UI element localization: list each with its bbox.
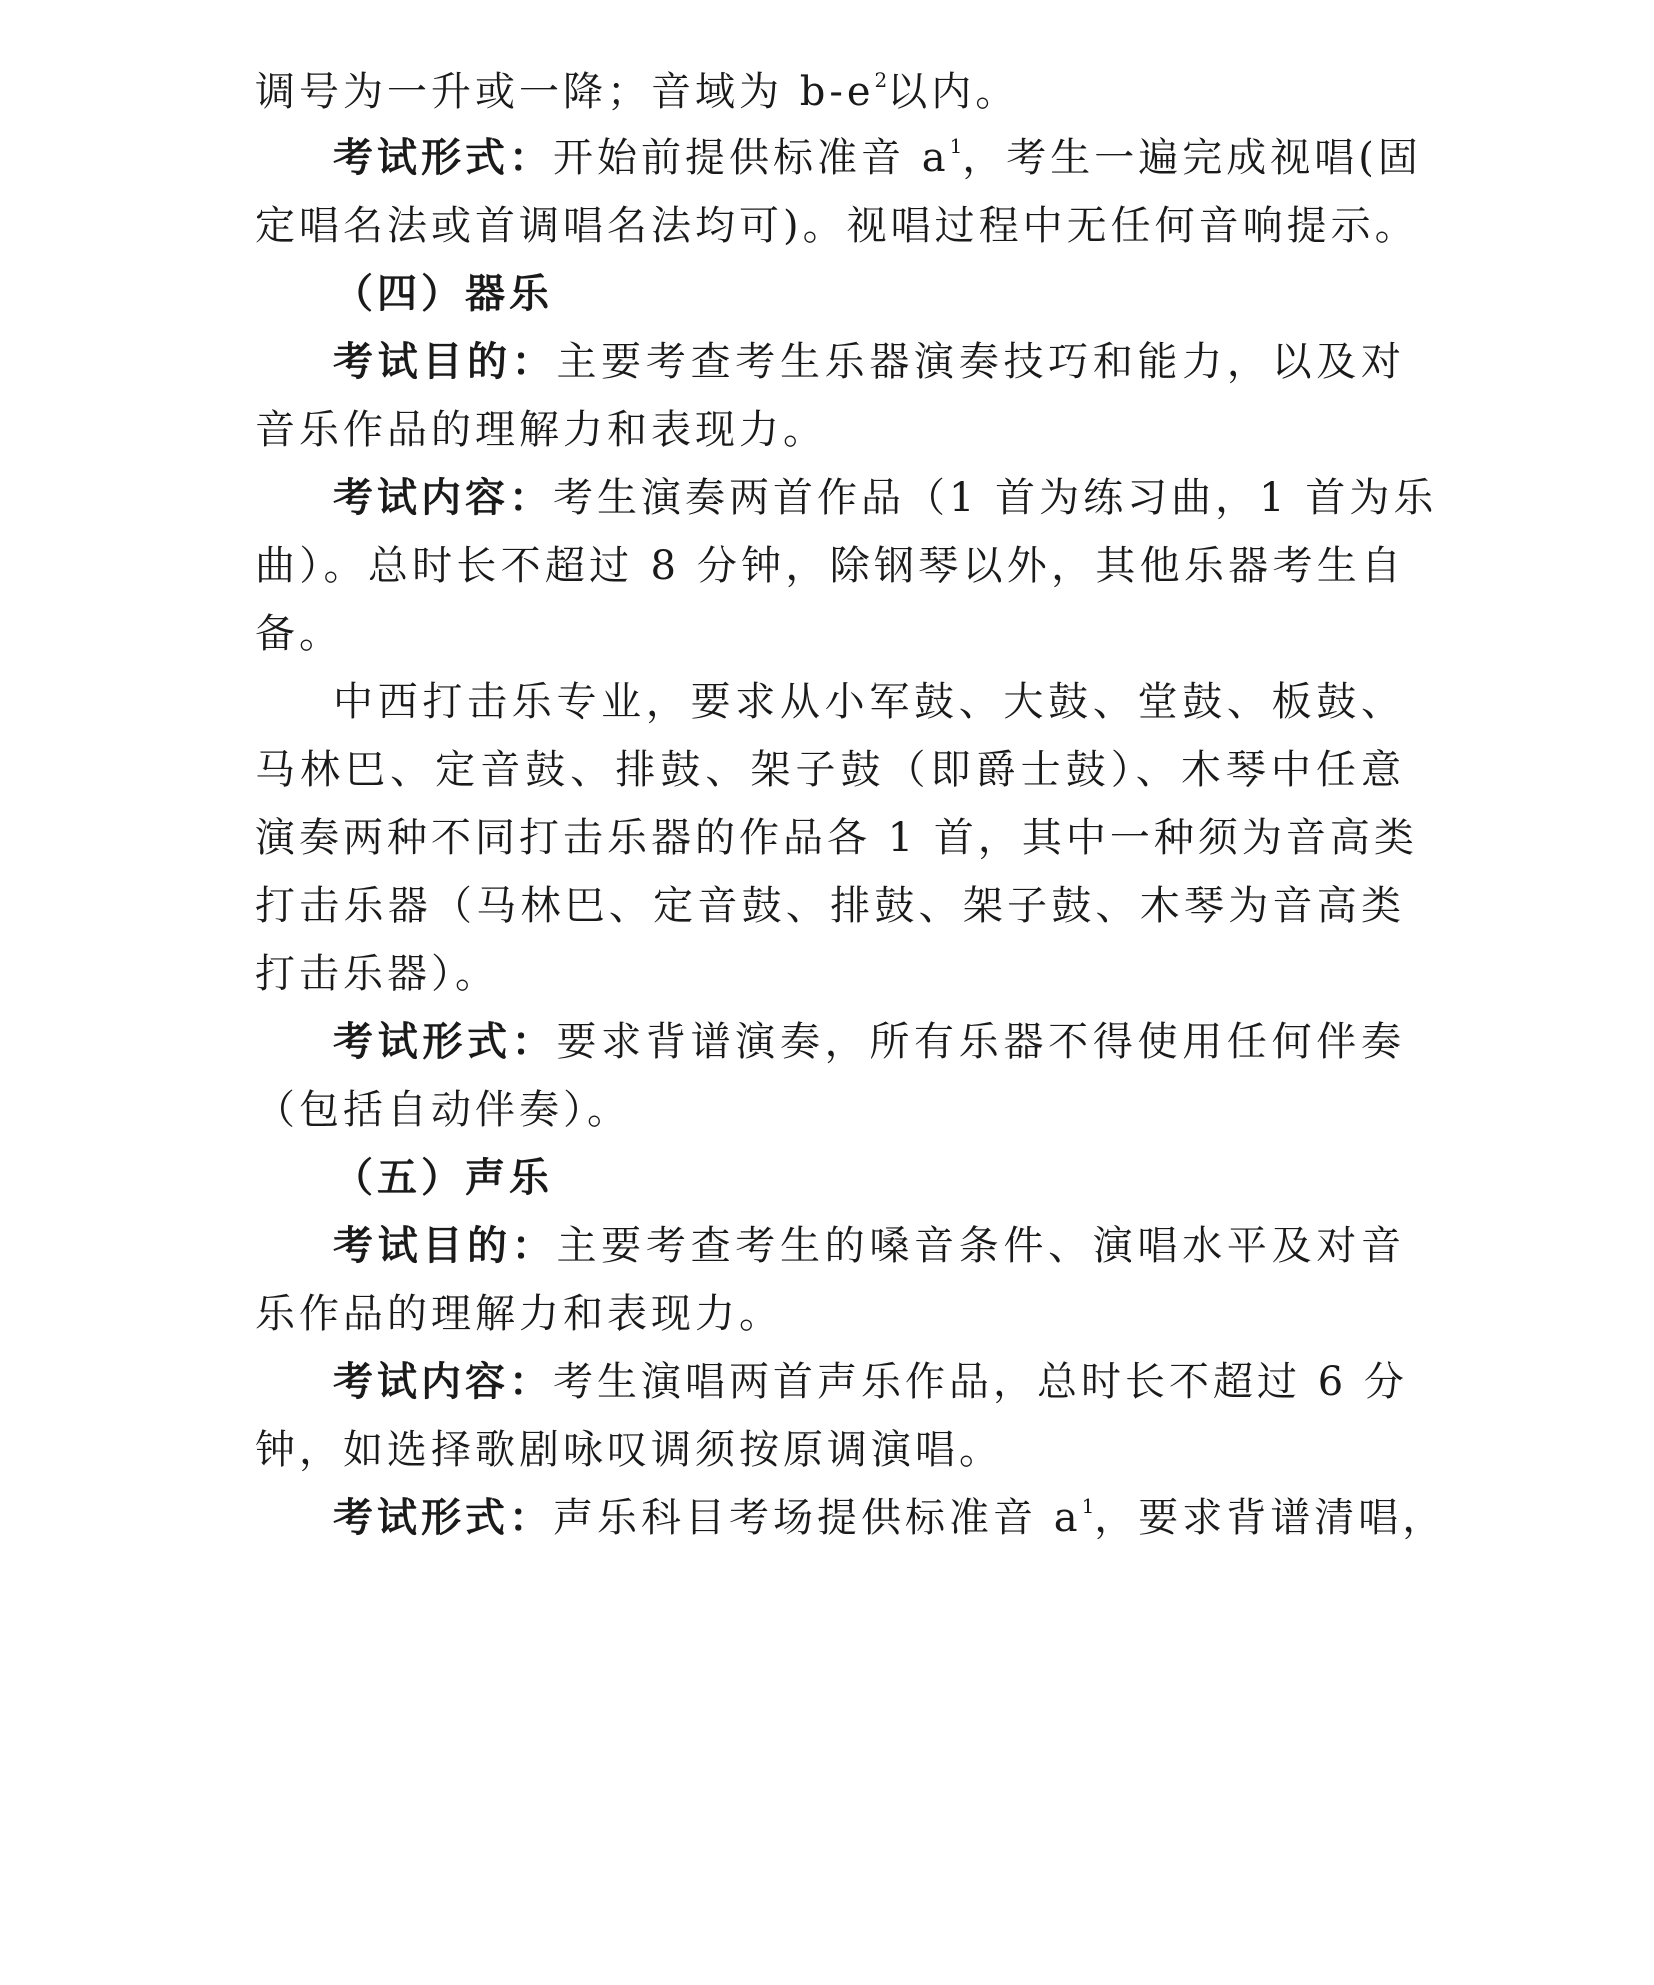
- heading-text: （五）声乐: [333, 1155, 553, 1201]
- text-run: （包括自动伴奏）。: [255, 1087, 631, 1133]
- paragraph-line: [333, 128, 1422, 188]
- text-run: ，考生一遍完成视唱(固: [962, 135, 1422, 181]
- text-line: [255, 62, 1405, 122]
- text-run: 以内。: [887, 69, 1020, 115]
- text-run: 打击乐器（马林巴、定音鼓、排鼓、架子鼓、木琴为音高类: [255, 883, 1405, 929]
- section-label: 考试内容：: [333, 475, 553, 521]
- text-line: [255, 1080, 1405, 1140]
- text-run: 主要考查考生乐器演奏技巧和能力，以及对: [556, 339, 1406, 385]
- text-line: [255, 876, 1405, 936]
- section-label: 考试目的：: [333, 339, 557, 385]
- text-run: 考生演奏两首作品（1 首为练习曲，1 首为乐: [553, 475, 1438, 521]
- paragraph-line: [333, 1488, 1447, 1548]
- section-label: 考试形式：: [333, 135, 553, 181]
- text-run: 演奏两种不同打击乐器的作品各 1 首，其中一种须为音高类: [255, 815, 1418, 861]
- text-run: 要求背谱演奏，所有乐器不得使用任何伴奏: [556, 1019, 1406, 1065]
- text-run: 定唱名法或首调唱名法均可)。视唱过程中无任何音响提示。: [255, 203, 1419, 249]
- text-line: [255, 1420, 1405, 1480]
- text-run: 调号为一升或一降；音域为 b-e: [255, 69, 875, 115]
- text-run: 钟，如选择歌剧咏叹调须按原调演唱。: [255, 1427, 1003, 1473]
- section-label: 考试内容：: [333, 1359, 553, 1405]
- superscript: 1: [949, 134, 963, 158]
- text-line: [255, 196, 1419, 256]
- superscript: 1: [1081, 1494, 1095, 1518]
- paragraph-line: [333, 332, 1405, 392]
- section-heading: [333, 1148, 1483, 1208]
- text-run: 声乐科目考场提供标准音 a: [553, 1495, 1082, 1541]
- section-label: 考试目的：: [333, 1223, 557, 1269]
- paragraph-line: [333, 1216, 1405, 1276]
- superscript: 2: [874, 68, 888, 92]
- text-run: ，要求背谱清唱，: [1094, 1495, 1447, 1541]
- text-run: 马林巴、定音鼓、排鼓、架子鼓（即爵士鼓）、木琴中任意: [255, 747, 1405, 793]
- paragraph-line: [333, 1012, 1405, 1072]
- paragraph-line: [333, 1352, 1408, 1412]
- text-run: 主要考查考生的嗓音条件、演唱水平及对音: [556, 1223, 1406, 1269]
- text-run: 备。: [255, 611, 343, 657]
- section-heading: [333, 264, 1483, 324]
- text-run: 曲）。总时长不超过 8 分钟，除钢琴以外，其他乐器考生自: [255, 543, 1405, 589]
- text-line: [255, 536, 1405, 596]
- text-line: [255, 604, 1405, 664]
- text-run: 乐作品的理解力和表现力。: [255, 1291, 783, 1337]
- text-line: [255, 740, 1405, 800]
- section-label: 考试形式：: [333, 1495, 553, 1541]
- text-run: 音乐作品的理解力和表现力。: [255, 407, 827, 453]
- text-run: 打击乐器）。: [255, 951, 499, 997]
- section-label: 考试形式：: [333, 1019, 557, 1065]
- text-line: [255, 400, 1405, 460]
- text-run: 开始前提供标准音 a: [553, 135, 950, 181]
- heading-text: （四）器乐: [333, 271, 553, 317]
- text-line: [255, 808, 1418, 868]
- text-run: 中西打击乐专业，要求从小军鼓、大鼓、堂鼓、板鼓、: [333, 679, 1405, 725]
- text-line: [255, 944, 1405, 1004]
- text-run: 考生演唱两首声乐作品，总时长不超过 6 分: [553, 1359, 1408, 1405]
- text-line: [255, 1284, 1405, 1344]
- paragraph-line: [333, 672, 1405, 732]
- paragraph-line: [333, 468, 1438, 528]
